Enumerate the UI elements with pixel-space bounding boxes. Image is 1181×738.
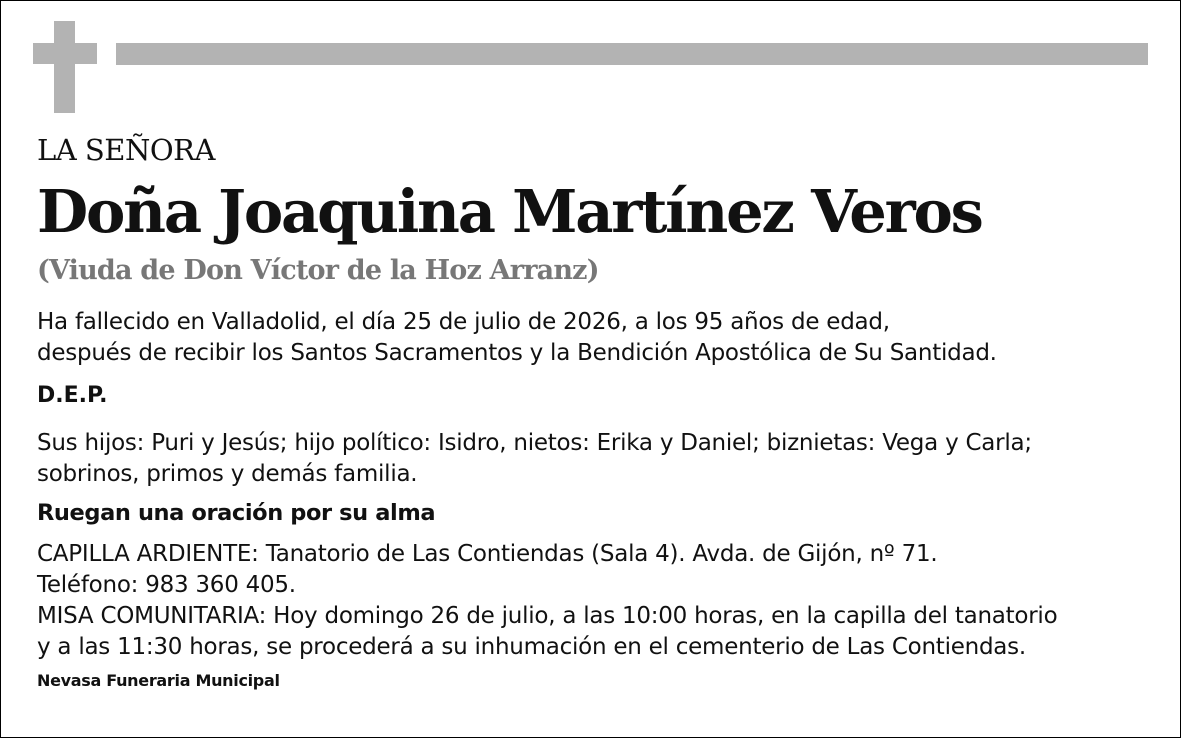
family-list [37, 428, 1156, 490]
service-detail-line: CAPILLA ARDIENTE: Tanatorio de Las Contiendas (Sala 4). Avda. de Gijón, nº 71. [37, 541, 938, 567]
service-details [37, 539, 1156, 663]
honorific-prefix: LA SEÑORA [37, 133, 215, 167]
family-line: sobrinos, primos y demás familia. [37, 461, 418, 487]
prayer-request: Ruegan una oración por su alma [37, 500, 436, 526]
service-detail-line: Teléfono: 983 360 405. [37, 572, 296, 598]
cross-horizontal-beam [33, 43, 97, 64]
obituary-content [37, 129, 1156, 692]
service-detail-line: y a las 11:30 horas, se procederá a su inhumación en el cementerio de Las Contiendas. [37, 634, 1026, 660]
death-announcement-line: después de recibir los Santos Sacramentos y la Bendición Apostólica de Su Santidad. [37, 340, 997, 366]
deceased-name: Doña Joaquina Martínez Veros [37, 177, 982, 246]
cross-vertical-beam [54, 21, 75, 113]
family-line: Sus hijos: Puri y Jesús; hijo político: Isidro, nietos: Erika y Daniel; biznietas: Vega y Carla; [37, 430, 1032, 456]
rip-label: D.E.P. [37, 383, 108, 408]
widow-of-line: (Viuda de Don Víctor de la Hoz Arranz) [37, 255, 599, 286]
death-announcement [37, 307, 1156, 369]
death-announcement-line: Ha fallecido en Valladolid, el día 25 de julio de 2026, a los 95 años de edad, [37, 309, 890, 335]
service-detail-line: MISA COMUNITARIA: Hoy domingo 26 de julio, a las 10:00 horas, en la capilla del tanatorio [37, 603, 1058, 629]
funeral-home-name: Nevasa Funeraria Municipal [37, 671, 280, 690]
header-rule [116, 43, 1148, 65]
